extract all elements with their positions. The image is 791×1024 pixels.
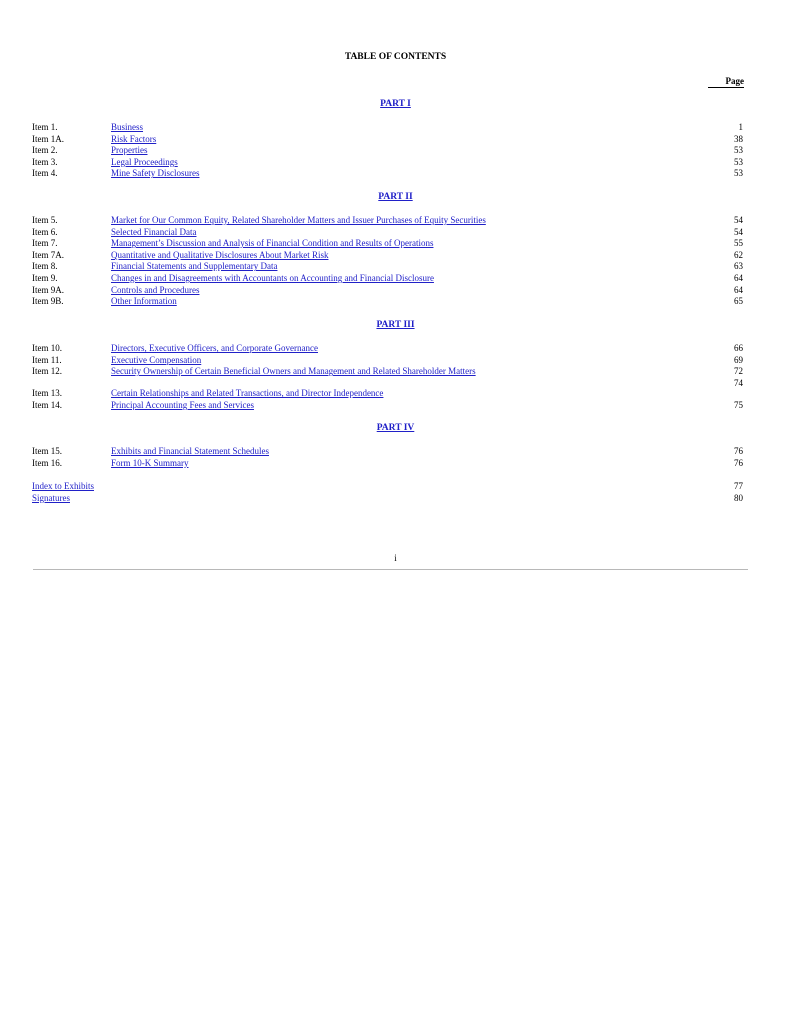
item-number: Item 7A. — [32, 249, 64, 260]
item-number: Item 5. — [32, 215, 58, 225]
toc-row — [0, 145, 791, 157]
toc-link[interactable]: Quantitative and Qualitative Disclosures About Market Risk — [111, 249, 329, 260]
page-number: 80 — [734, 492, 743, 503]
toc-row — [0, 157, 791, 169]
page-number: 38 — [734, 133, 743, 144]
toc-link[interactable]: Form 10-K Summary — [111, 457, 189, 468]
toc-link[interactable]: Business — [111, 122, 144, 132]
toc-row — [0, 134, 791, 146]
part-2-heading — [0, 192, 791, 202]
item-number: Item 15. — [32, 446, 62, 456]
page-number: 55 — [734, 238, 743, 249]
item-number: Item 7. — [32, 238, 58, 249]
page-number: 75 — [734, 400, 743, 410]
page-number: 1 — [738, 122, 743, 132]
toc-row — [0, 122, 791, 134]
item-number: Item 1A. — [32, 133, 64, 144]
toc-link[interactable]: Certain Relationships and Related Transactions, and Director Independence — [111, 388, 384, 399]
toc-row — [0, 388, 791, 400]
page-number: 77 — [734, 481, 743, 491]
toc-row — [0, 261, 791, 273]
item-number: Item 2. — [32, 145, 58, 156]
part-4-link[interactable]: PART IV — [376, 423, 415, 433]
toc-row — [0, 285, 791, 297]
page-number: 54 — [734, 226, 743, 237]
part-1-heading — [0, 99, 791, 109]
toc-link[interactable]: Selected Financial Data — [111, 226, 197, 237]
toc-link[interactable]: Management’s Discussion and Analysis of Financial Condition and Results of Operations — [111, 238, 434, 249]
part-1-link[interactable]: PART I — [380, 99, 411, 109]
toc-row — [0, 446, 791, 458]
toc-row — [0, 355, 791, 367]
page-number: 53 — [734, 168, 743, 179]
part-2-link[interactable]: PART II — [378, 192, 413, 202]
toc-link[interactable]: Mine Safety Disclosures — [111, 168, 200, 179]
page-number: 53 — [734, 156, 743, 167]
toc-link[interactable]: Security Ownership of Certain Beneficial Owners and Management and Related Shareholder Matters — [111, 366, 476, 377]
toc-link[interactable]: Market for Our Common Equity, Related Shareholder Matters and Issuer Purchases of Equity Securities — [111, 215, 486, 225]
part-3-heading — [0, 320, 791, 330]
page-number: 66 — [734, 343, 743, 353]
part-3-link[interactable]: PART III — [376, 320, 415, 330]
toc-row — [0, 238, 791, 250]
toc-link[interactable]: Directors, Executive Officers, and Corporate Governance — [111, 343, 318, 353]
toc-row — [0, 493, 791, 505]
item-number: Item 9. — [32, 273, 58, 283]
toc-row — [0, 250, 791, 262]
toc-link[interactable]: Exhibits and Financial Statement Schedules — [111, 446, 269, 456]
page-column-header: Page — [708, 76, 744, 88]
footer-page-number: i — [394, 553, 397, 563]
toc-link[interactable]: Changes in and Disagreements with Accountants on Accounting and Financial Disclosure — [111, 273, 434, 283]
item-number: Item 13. — [32, 388, 62, 399]
item-number: Item 16. — [32, 457, 62, 468]
page-number: 64 — [734, 284, 743, 295]
item-number: Item 8. — [32, 261, 58, 272]
toc-link[interactable]: Principal Accounting Fees and Services — [111, 400, 254, 410]
page-number: 62 — [734, 249, 743, 260]
toc-link[interactable]: Properties — [111, 145, 148, 156]
toc-link[interactable]: Controls and Procedures — [111, 284, 200, 295]
toc-link[interactable]: Risk Factors — [111, 133, 157, 144]
page-divider — [33, 569, 748, 570]
item-number: Item 9A. — [32, 284, 64, 295]
signatures-link[interactable]: Signatures — [32, 492, 70, 503]
page-number: 69 — [734, 354, 743, 365]
item-number: Item 12. — [32, 366, 62, 377]
item-number: Item 6. — [32, 226, 58, 237]
item-number: Item 9B. — [32, 296, 64, 307]
toc-link[interactable]: Legal Proceedings — [111, 156, 178, 167]
item-number: Item 11. — [32, 354, 62, 365]
toc-row — [0, 168, 791, 180]
toc-link[interactable]: Financial Statements and Supplementary Data — [111, 261, 278, 272]
item-number: Item 3. — [32, 156, 58, 167]
toc-row — [0, 227, 791, 239]
page-number: 53 — [734, 145, 743, 156]
page-number: 54 — [734, 215, 743, 225]
page-number: 63 — [734, 261, 743, 272]
page-number: 72 — [734, 366, 743, 377]
toc-row — [0, 343, 791, 355]
toc-link[interactable]: Executive Compensation — [111, 354, 202, 365]
toc-row — [0, 458, 791, 470]
index-to-exhibits-link[interactable]: Index to Exhibits — [32, 481, 94, 491]
page-number: 76 — [734, 446, 743, 456]
page-number: 74 — [734, 377, 743, 388]
toc-row — [0, 273, 791, 285]
item-number: Item 14. — [32, 400, 62, 410]
toc-link[interactable]: Other Information — [111, 296, 177, 307]
toc-row — [0, 215, 791, 227]
item-number: Item 1. — [32, 122, 58, 132]
item-number: Item 10. — [32, 343, 62, 353]
part-4-heading — [0, 423, 791, 433]
page-number: 65 — [734, 296, 743, 307]
page-number: 76 — [734, 457, 743, 468]
toc-row — [0, 400, 791, 412]
toc-row — [0, 481, 791, 493]
toc-row — [0, 366, 791, 378]
page-number: 64 — [734, 273, 743, 283]
toc-row — [0, 296, 791, 308]
toc-title: TABLE OF CONTENTS — [344, 52, 447, 62]
item-number: Item 4. — [32, 168, 58, 179]
